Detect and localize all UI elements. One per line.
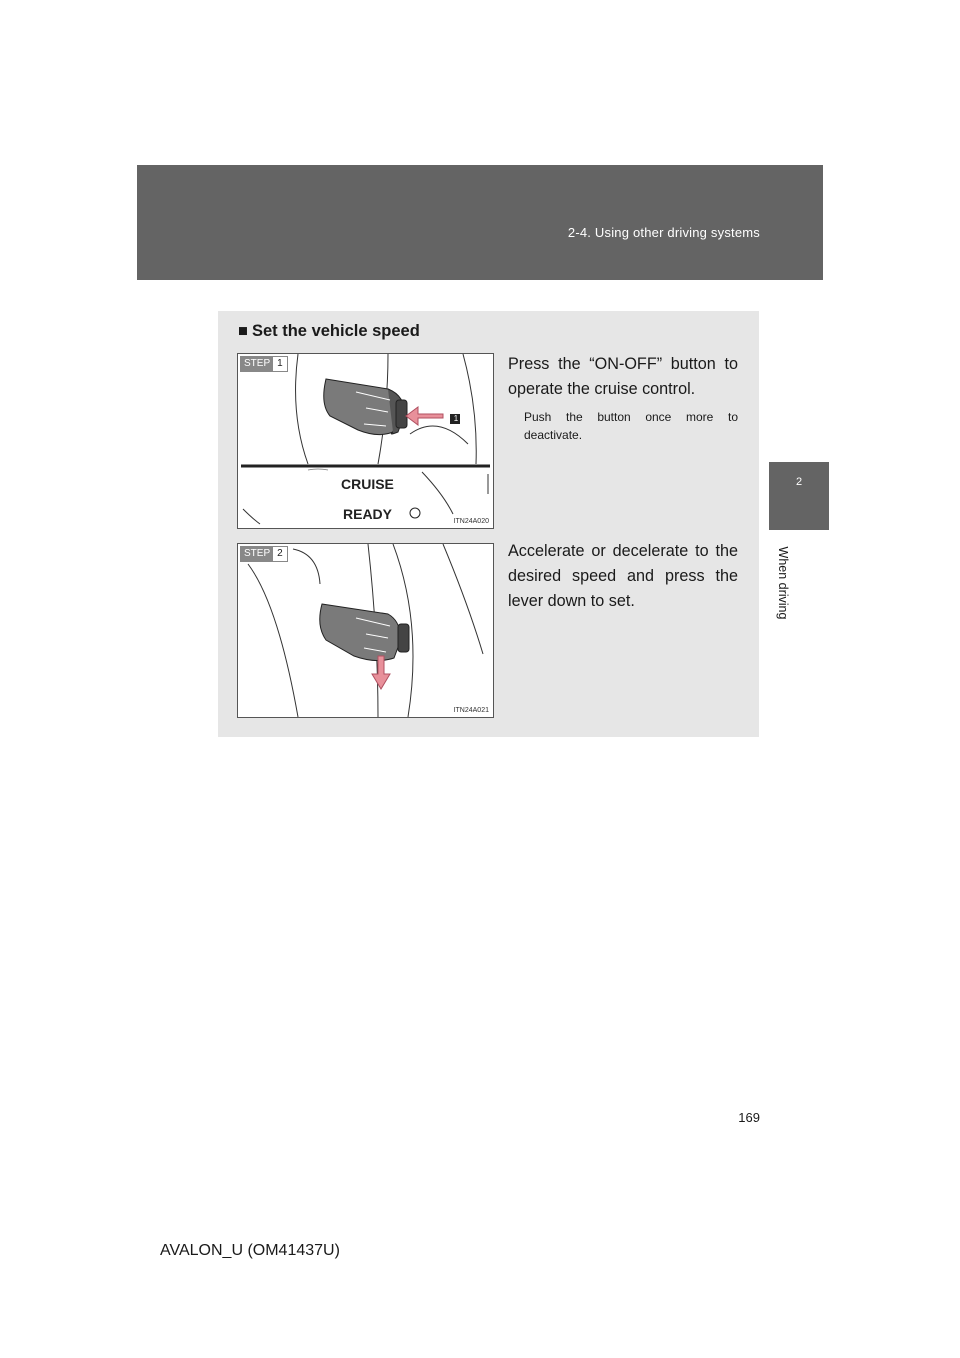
display-ready-text: READY — [343, 506, 393, 522]
section-title: 2-4. Using other driving systems — [567, 225, 760, 240]
step2-figure — [237, 543, 494, 718]
cruise-lever-on-off-illustration — [238, 354, 493, 528]
chapter-label: When driving — [776, 546, 790, 620]
step-badge-number: 1 — [277, 358, 283, 369]
step-badge-label: STEP — [241, 547, 273, 561]
header-band — [137, 165, 823, 280]
callout-number: 1 — [453, 414, 459, 423]
step-badge-number: 2 — [277, 548, 283, 559]
display-cruise-text: CRUISE — [341, 476, 394, 492]
step1-figure — [237, 353, 494, 529]
content-box — [218, 311, 759, 737]
chapter-tab — [769, 462, 829, 530]
step2-text: Accelerate or decelerate to the desired speed and press the lever down to set. — [508, 542, 738, 610]
step-badge-label: STEP — [241, 357, 273, 371]
chapter-label-container — [768, 540, 798, 630]
step-badge — [240, 546, 288, 562]
cruise-lever-set-illustration — [238, 544, 493, 717]
heading-text: Set the vehicle speed — [251, 322, 420, 340]
page-number: 169 — [738, 1110, 760, 1125]
step1-text: Press the “ON-OFF” button to operate the cruise control. — [508, 355, 738, 398]
figure-code: ITN24A020 — [453, 518, 489, 525]
box-heading — [238, 322, 420, 341]
step1-note: Push the button once more to deactivate. — [524, 410, 738, 442]
step-badge — [240, 356, 288, 372]
figure-code: ITN24A021 — [453, 707, 489, 714]
manual-code: AVALON_U (OM41437U) — [160, 1242, 340, 1259]
heading-square-icon: ■ — [238, 322, 248, 340]
chapter-number: 2 — [795, 476, 803, 488]
